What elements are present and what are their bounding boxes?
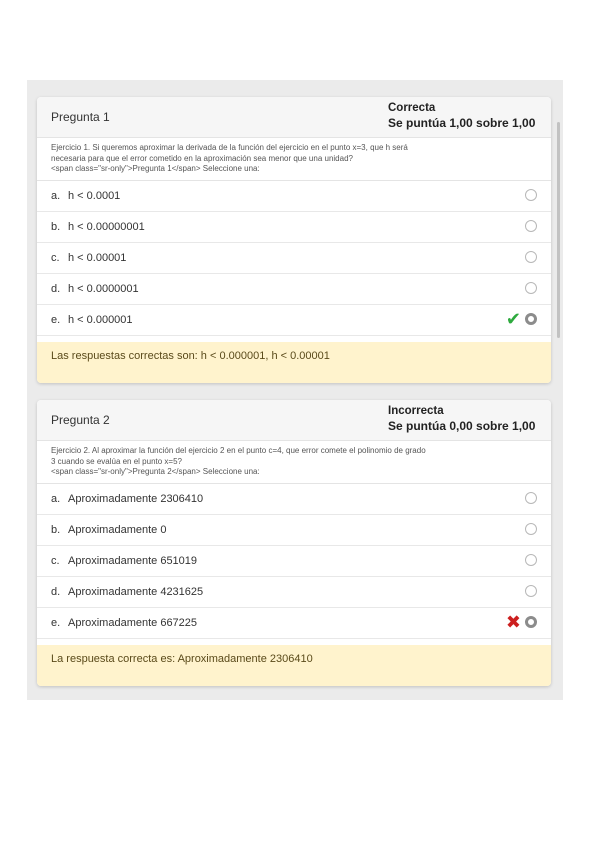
option-text: Aproximadamente 4231625 bbox=[68, 586, 204, 598]
question-text-line: Ejercicio 1. Si queremos aproximar la derivada de la función del ejercicio en el punto x=3, que h será bbox=[51, 143, 408, 152]
answer-option-e[interactable] bbox=[37, 305, 551, 336]
radio-button-selected[interactable] bbox=[525, 616, 537, 628]
checkmark-icon: ✔ bbox=[505, 309, 521, 329]
radio-button[interactable] bbox=[525, 220, 537, 232]
answer-option-d[interactable] bbox=[37, 274, 551, 305]
option-letter: d. bbox=[51, 586, 61, 598]
option-letter: b. bbox=[51, 221, 61, 233]
question-card-2 bbox=[37, 400, 551, 686]
cross-icon: ✖ bbox=[505, 612, 521, 632]
radio-button[interactable] bbox=[525, 523, 537, 535]
answer-option-e[interactable] bbox=[37, 608, 551, 639]
answer-option-a[interactable] bbox=[37, 484, 551, 515]
question-grade: Se puntúa 1,00 sobre 1,00 bbox=[388, 116, 536, 130]
radio-button[interactable] bbox=[525, 554, 537, 566]
radio-button[interactable] bbox=[525, 492, 537, 504]
option-letter: a. bbox=[51, 493, 61, 505]
option-text: h < 0.0000001 bbox=[68, 283, 139, 295]
question-header bbox=[37, 97, 551, 138]
answer-option-a[interactable] bbox=[37, 181, 551, 212]
answer-option-d[interactable] bbox=[37, 577, 551, 608]
question-text-line: <span class="sr-only">Pregunta 2</span> Seleccione una: bbox=[51, 467, 260, 476]
answer-option-c[interactable] bbox=[37, 243, 551, 274]
scrollbar[interactable] bbox=[557, 122, 560, 338]
question-grade: Se puntúa 0,00 sobre 1,00 bbox=[388, 419, 536, 433]
option-text: Aproximadamente 651019 bbox=[68, 555, 198, 567]
option-text: Aproximadamente 0 bbox=[68, 524, 167, 536]
option-text: h < 0.00000001 bbox=[68, 221, 145, 233]
question-text bbox=[37, 441, 551, 484]
question-card-1 bbox=[37, 97, 551, 383]
option-letter: c. bbox=[51, 252, 60, 264]
question-text bbox=[37, 138, 551, 181]
question-text-line: 3 cuando se evalúa en el punto x=5? bbox=[51, 456, 182, 466]
radio-button[interactable] bbox=[525, 282, 537, 294]
question-state: Incorrecta bbox=[388, 405, 444, 417]
question-title: Pregunta 2 bbox=[51, 413, 110, 427]
option-text: h < 0.0001 bbox=[68, 190, 121, 202]
option-letter: e. bbox=[51, 314, 61, 326]
option-text: Aproximadamente 2306410 bbox=[68, 493, 204, 505]
question-state: Correcta bbox=[388, 102, 436, 114]
radio-button-selected[interactable] bbox=[525, 313, 537, 325]
question-text-line: <span class="sr-only">Pregunta 1</span> Seleccione una: bbox=[51, 164, 260, 173]
question-text-line: Ejercicio 2. Al aproximar la función del ejercicio 2 en el punto c=4, que error comete el polinomio de grado bbox=[51, 446, 426, 455]
option-letter: b. bbox=[51, 524, 61, 536]
question-header bbox=[37, 400, 551, 441]
option-letter: c. bbox=[51, 555, 60, 567]
option-text: h < 0.000001 bbox=[68, 314, 133, 326]
radio-button[interactable] bbox=[525, 585, 537, 597]
option-text: Aproximadamente 667225 bbox=[68, 617, 198, 629]
option-letter: d. bbox=[51, 283, 61, 295]
answer-option-b[interactable] bbox=[37, 212, 551, 243]
question-text-line: necesaria para que el error cometido en la aproximación sea menor que una unidad? bbox=[51, 153, 353, 163]
correct-answer-feedback: Las respuestas correctas son: h < 0.000001, h < 0.00001 bbox=[37, 342, 551, 383]
option-text: h < 0.00001 bbox=[68, 252, 127, 264]
question-title: Pregunta 1 bbox=[51, 110, 110, 124]
option-letter: e. bbox=[51, 617, 61, 629]
answer-option-c[interactable] bbox=[37, 546, 551, 577]
option-letter: a. bbox=[51, 190, 61, 202]
answer-option-b[interactable] bbox=[37, 515, 551, 546]
radio-button[interactable] bbox=[525, 189, 537, 201]
radio-button[interactable] bbox=[525, 251, 537, 263]
correct-answer-feedback: La respuesta correcta es: Aproximadamente 2306410 bbox=[37, 645, 551, 686]
question-status bbox=[388, 101, 535, 131]
question-status bbox=[388, 404, 535, 434]
